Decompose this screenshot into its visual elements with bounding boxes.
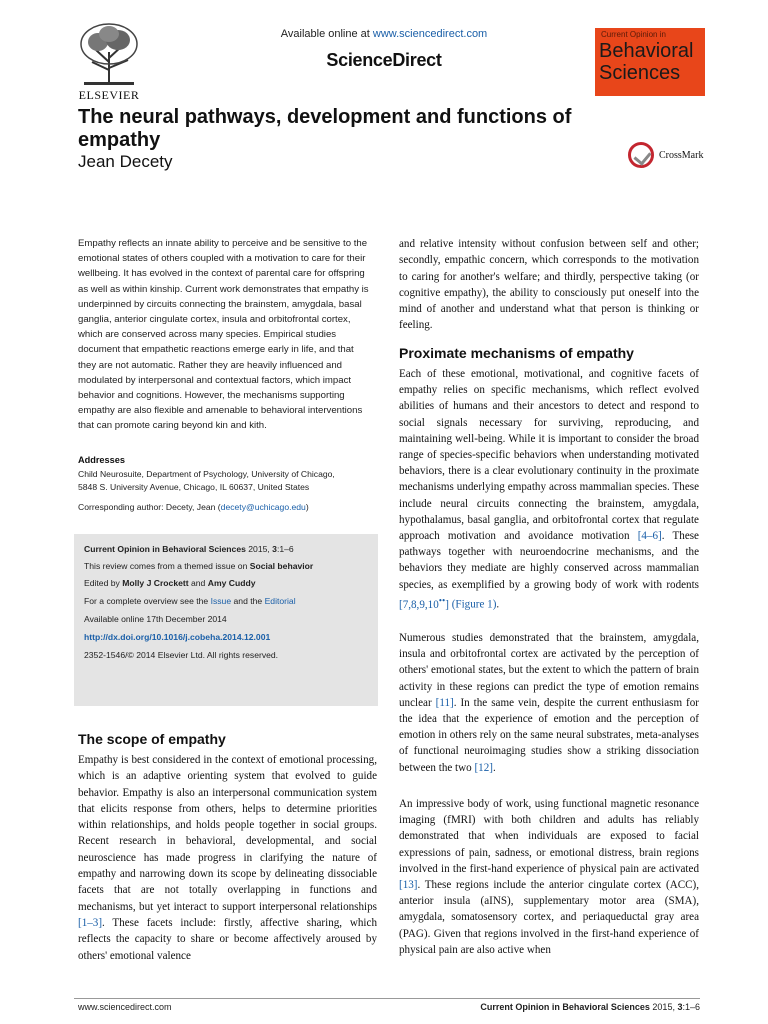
editorial-link[interactable]: Editorial — [264, 596, 296, 606]
sciencedirect-link[interactable]: www.sciencedirect.com — [372, 28, 488, 40]
reference-link[interactable]: [1–3] — [78, 916, 103, 929]
available-online-line: Available online at www.sciencedirect.com — [280, 28, 488, 40]
proximate-paragraph-3: An impressive body of work, using functional magnetic resonance imaging (fMRI) with both children and adults has reliably demonstrated that when individuals are exposed to facial expressions of pain, sadness, or emotional distress, brain regions involved in the first-hand experience of physical pain are activated [13]. These regions include the anterior cingulate cortex (ACC), anterior insula (aINS), supplementary motor area (SMA), amygdala, somatosensory cortex, and periaqueductal gray area (PAG). Given that regions involved in the first-hand experience of physical pain are also active when — [399, 798, 699, 956]
publisher-name: ELSEVIER — [78, 88, 140, 102]
crossmark-label: CrossMark — [659, 150, 704, 161]
reference-link[interactable]: [13] — [399, 879, 418, 892]
footer-website[interactable]: www.sciencedirect.com — [78, 1002, 172, 1012]
issue-link[interactable]: Issue — [210, 596, 232, 606]
footer-citation: Current Opinion in Behavioral Sciences 2015, 3:1–6 — [480, 1002, 700, 1012]
scope-paragraph: Empathy is best considered in the context of emotional processing, which is an adaptive orienting system that evolved to guide behavior. Empathy is also an interpersonal communication system that elicits response from others, helps to determine priorities within relationships, and holds people together in social groups. Recent research in behavioral, developmental, and social neuroscience has made progress in clarifying the nature of empathy and narrowing down its scope by delineating dissociable facets that are not totally overlapping in functions and mechanisms, but yet interact to support interpersonal relationships [1–3]. These facets include: firstly, affective sharing, which reflects the capacity to share or become affectively aroused by others' emotional valence — [78, 754, 377, 962]
copyright-line: 2352-1546/© 2014 Elsevier Ltd. All rights reserved. — [84, 650, 279, 660]
right-intro-paragraph: and relative intensity without confusion between self and other; secondly, empathic concern, which corresponds to the motivation to caring for another's welfare; and thirdly, perspective taking (or cognitive empathy), the ability to consciously put oneself into the mind of another and understand what that person is thinking or feeling. — [399, 238, 699, 332]
doi-link[interactable]: http://dx.doi.org/10.1016/j.cobeha.2014.12.001 — [84, 632, 271, 642]
footer-divider — [74, 998, 700, 999]
article-title: The neural pathways, development and functions of empathy — [78, 106, 572, 151]
editors-line: Edited by Molly J Crockett and Amy Cuddy — [84, 578, 256, 588]
proximate-paragraph-2: Numerous studies demonstrated that the brainstem, amygdala, insula and orbitofrontal cortex are activated by the perception of others' emotional states, but the extent to which the pattern of brain activity in these regions can predict the type of emotion remains unclear [11]. In the same vein, despite the current enthusiasm for the idea that the experience of emotion and the perception of emotion in others rely on the same neural substrates, meta-analyses of functional neuroimaging studies show a striking dissociation between the two [12]. — [399, 632, 699, 774]
reference-link[interactable]: [11] — [435, 696, 454, 709]
reference-link[interactable]: [12] — [474, 761, 493, 774]
citation-line: Current Opinion in Behavioral Sciences 2015, 3:1–6 — [84, 544, 294, 554]
crossmark-icon — [628, 142, 654, 168]
overview-line: For a complete overview see the Issue and the Editorial — [84, 596, 296, 606]
author-email-link[interactable]: decety@uchicago.edu — [220, 502, 306, 512]
corresponding-author: Corresponding author: Decety, Jean (decety@uchicago.edu) — [78, 502, 309, 512]
journal-badge-line1: Behavioral — [599, 40, 694, 62]
journal-badge-small: Current Opinion in — [601, 30, 666, 39]
themed-issue-line: This review comes from a themed issue on Social behavior — [84, 561, 314, 571]
reference-link[interactable]: [7,8,9,10••] — [399, 595, 449, 611]
scope-heading: The scope of empathy — [78, 731, 226, 747]
sciencedirect-wordmark: ScienceDirect — [326, 50, 442, 70]
proximate-paragraph-1: Each of these emotional, motivational, and cognitive facets of empathy relies on specific mechanisms, which reflect evolved abilities of humans and their ancestors to detect and respond to social signals necessary for surviving, reproducing, and maintaining well-being. While it is important to consider the broad range of species-specific behaviors when understanding motivated behaviors, there is a clear evolutionary continuity in the proximate mechanisms underlying empathy across mammalian species. These include neural circuits connecting the brainstem, amygdala, hypothalamus, basal ganglia, and orbitofrontal cortex that regulate approach motivation and avoidance motivation [4–6]. These pathways together with neuroendocrine mechanisms, and the behaviors they mediate are highly conserved across mammalian species, as exemplified by a growing body of work with rodents [7,8,9,10••] (Figure 1). — [399, 368, 699, 611]
proximate-heading: Proximate mechanisms of empathy — [399, 345, 634, 361]
available-online-date: Available online 17th December 2014 — [84, 614, 227, 624]
article-info-box — [74, 534, 378, 706]
crossmark-badge[interactable] — [628, 142, 748, 172]
reference-link[interactable]: [4–6] — [637, 530, 662, 543]
addresses: Child Neurosuite, Department of Psychology, University of Chicago, 5848 S. University Avenue, Chicago, IL 60637, United States — [78, 469, 335, 492]
addresses-heading: Addresses — [78, 455, 125, 465]
abstract: Empathy reflects an innate ability to perceive and be sensitive to the emotional states of others coupled with a motivation to care for their wellbeing. It has evolved in the context of parental care for offspring as well as within kinship. Current work demonstrates that empathy is underpinned by circuits connecting the brainstem, amygdala, basal ganglia, anterior cingulate cortex, insula and orbitofrontal cortex, which are conserved across many species. Empirical studies document that empathetic reactions emerge early in life, and that they are not automatic. Rather they are heavily influenced and modulated by interpersonal and contextual factors, which impact behavior and cognitions. However, the mechanisms supporting empathy are also flexible and amenable to behavioral interventions that can promote caring beyond kin and kith. — [78, 238, 369, 432]
journal-badge-line2: Sciences — [599, 62, 681, 84]
figure-link[interactable]: (Figure 1) — [451, 598, 497, 611]
article-author: Jean Decety — [78, 152, 173, 171]
journal-cover-badge — [595, 28, 705, 96]
